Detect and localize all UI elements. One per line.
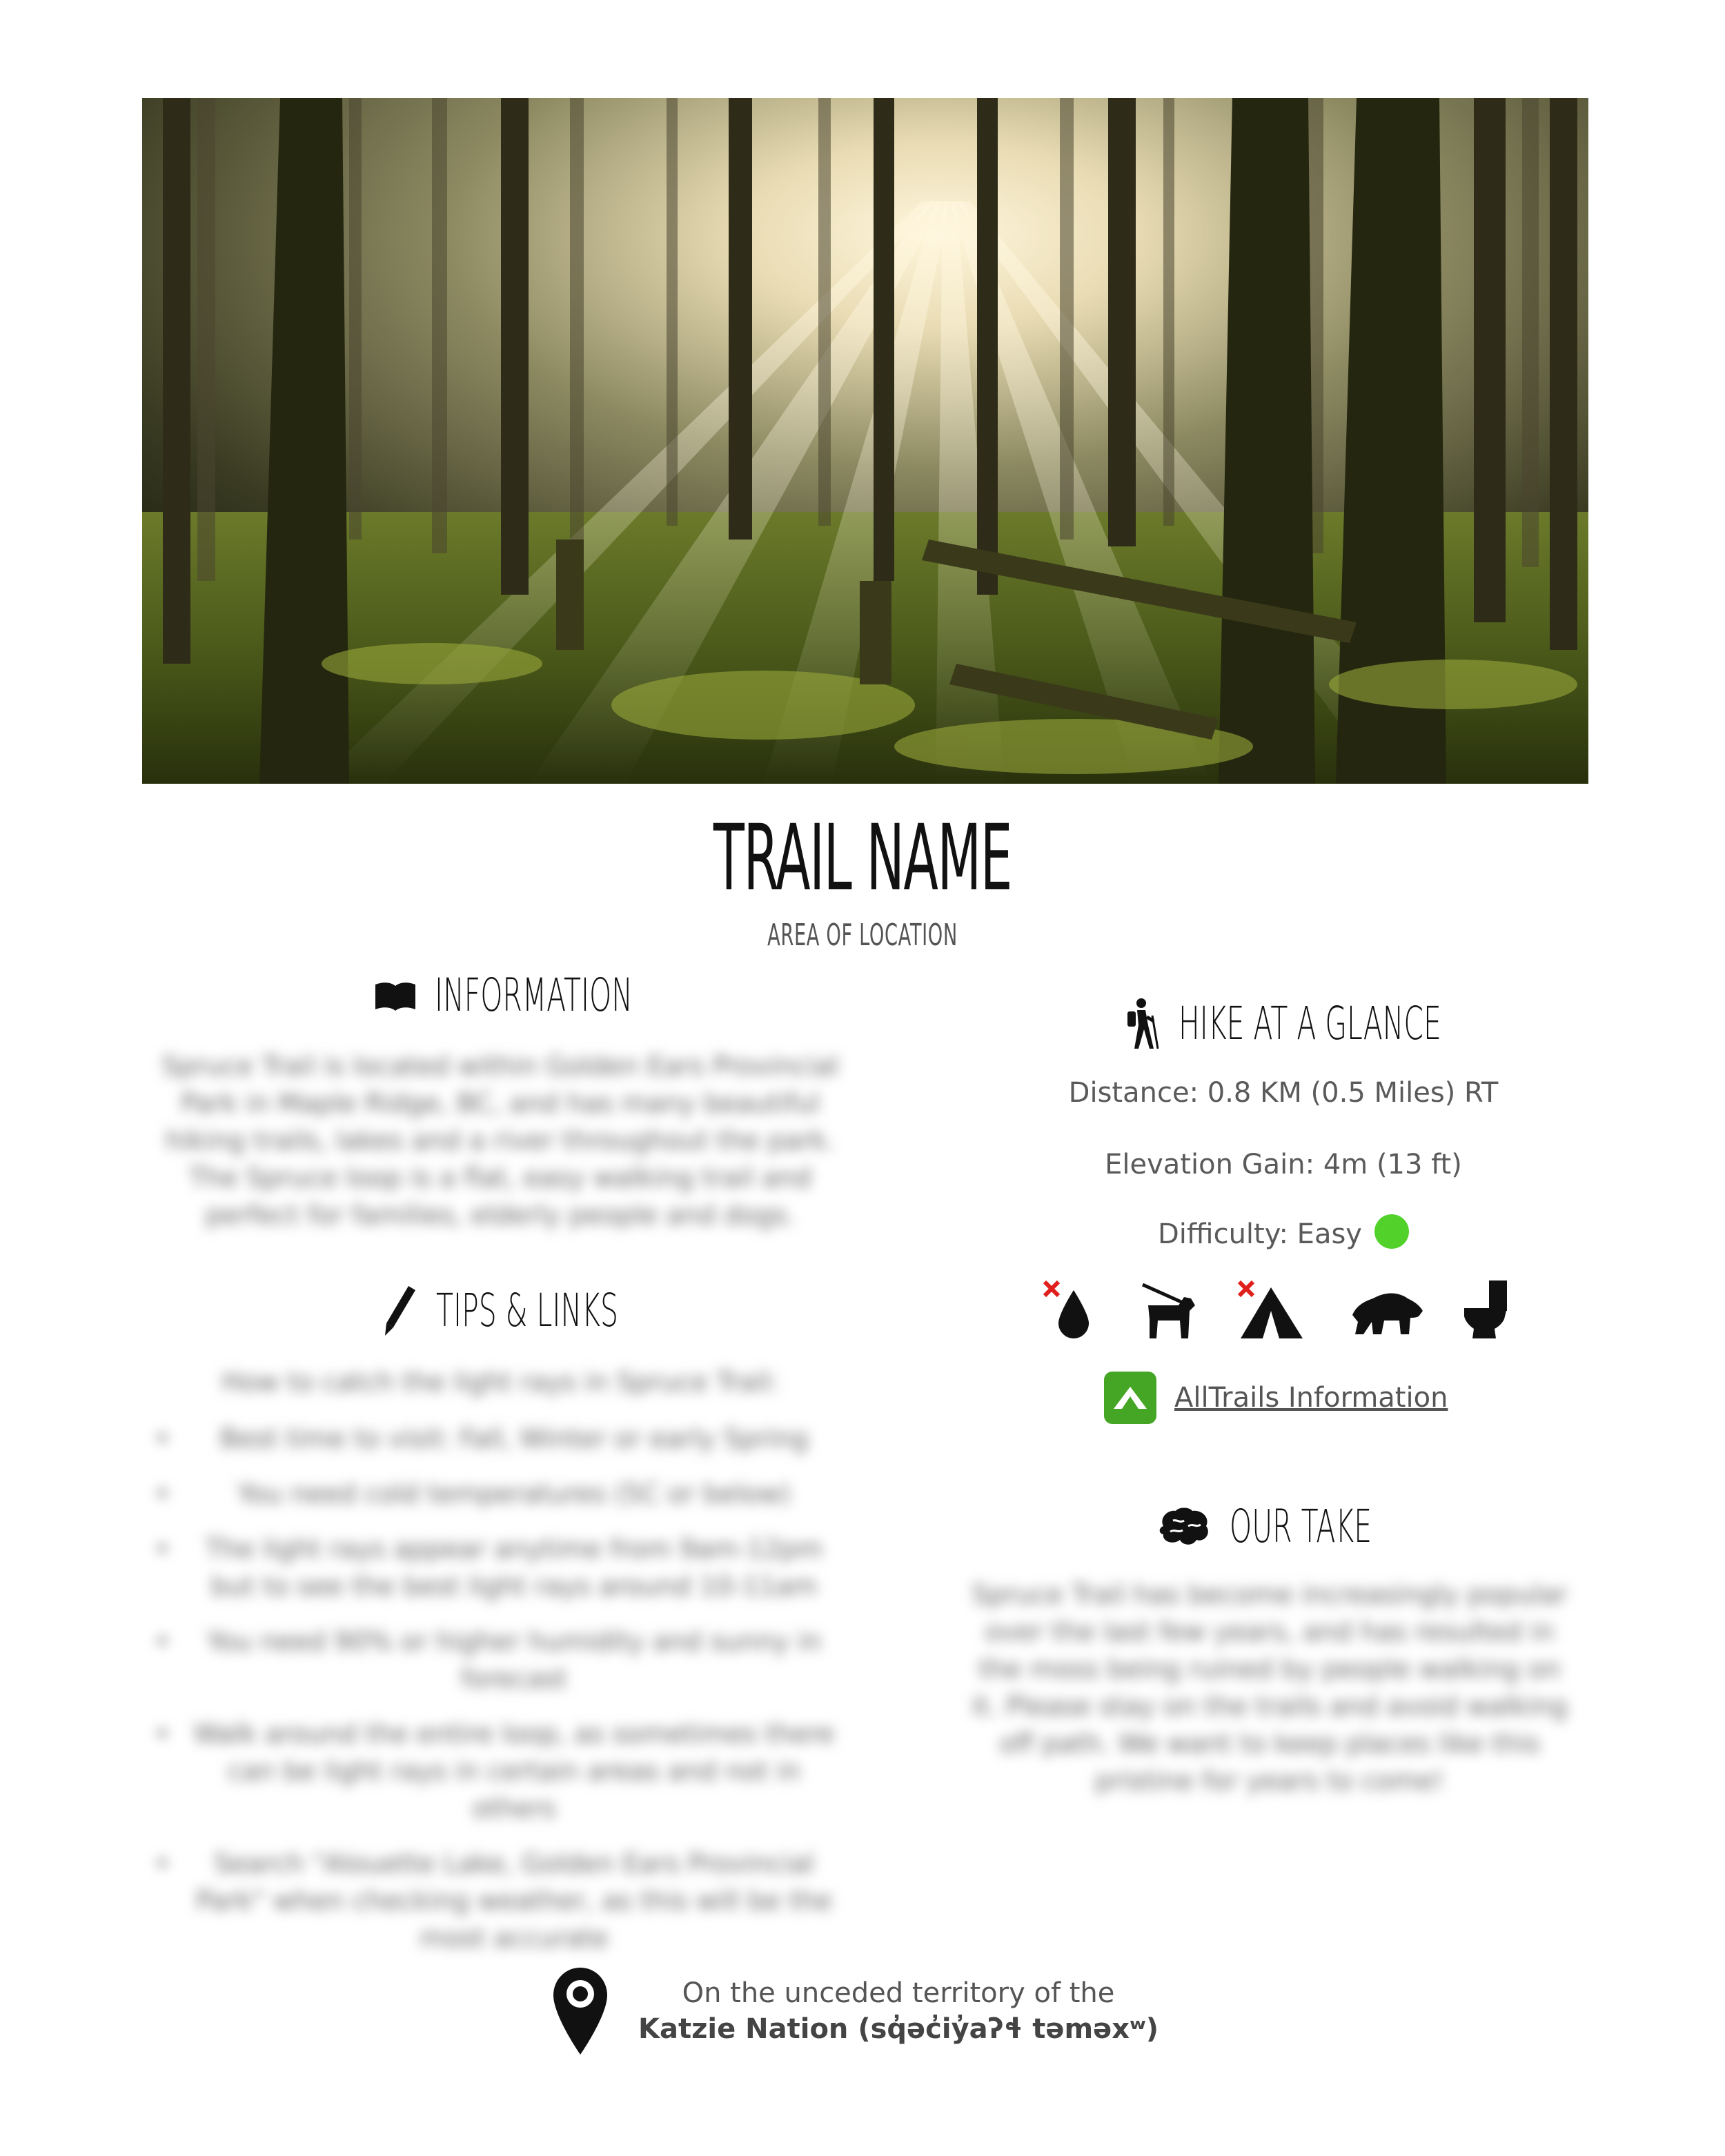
land-acknowledgement-text xyxy=(636,1975,1161,2047)
our-take-body: Spruce Trail has become increasingly popular over the last few years, and has resulted in the moss being ruined by people walking on it. Please stay on the trails and avoid walking off path. We want to keep places like this pristine for years to come! xyxy=(972,1579,1568,1796)
difficulty-row xyxy=(945,1218,1621,1253)
map-pin-icon xyxy=(552,1966,609,2056)
page-subtitle: AREA OF LOCATION xyxy=(767,918,958,953)
no-water-icon xyxy=(1042,1278,1097,1340)
tips-item: • The light rays appear anytime from 9am-12pm but to see the best light rays around 10-11am xyxy=(145,1530,856,1605)
dogs-on-leash-icon xyxy=(1138,1278,1201,1340)
alltrails-link[interactable]: AllTrails Information xyxy=(1174,1382,1448,1414)
land-acknowledgement xyxy=(552,1966,1161,2056)
land-acknowledgement-prefix: On the unceded territory of the xyxy=(682,1977,1115,2009)
amenity-icons xyxy=(1042,1278,1525,1354)
alltrails-logo-icon[interactable] xyxy=(1104,1372,1156,1424)
pencil-icon xyxy=(384,1285,418,1337)
tips-item: • Walk around the entire loop, as sometimes there can be light rays in certain areas and not in others xyxy=(145,1715,856,1827)
page-title: TRAIL NAME xyxy=(713,805,1012,911)
forest-sunrays-photo xyxy=(142,98,1588,784)
information-body: Spruce Trail is located within Golden Ears Provincial Park in Maple Ridge, BC, and has many beautiful hiking trails, lakes and a river throughout the park. The Spruce loop is a flat, easy walking trail and perfect for families, elderly people and dogs. xyxy=(161,1051,839,1230)
tips-item: • You need cold temperatures (5C or below) xyxy=(145,1475,856,1512)
hiker-icon xyxy=(1122,998,1161,1050)
hero-image xyxy=(142,98,1588,784)
glance-heading-label: HIKE AT A GLANCE xyxy=(1179,997,1441,1050)
tips-item: • You need 90% or higher humidity and sunny in forecast xyxy=(145,1623,856,1697)
information-heading-label: INFORMATION xyxy=(435,969,633,1022)
tips-item: • Search "Alouette Lake, Golden Ears Provincial Park" when checking weather, as this will be the most accurate xyxy=(145,1845,856,1957)
toilet-icon xyxy=(1461,1278,1510,1340)
difficulty-indicator xyxy=(1374,1214,1409,1249)
distance-text: Distance: 0.8 KM (0.5 Miles) RT xyxy=(1068,1077,1499,1109)
elevation-text: Elevation Gain: 4m (13 ft) xyxy=(1105,1149,1462,1180)
alltrails-link-row[interactable] xyxy=(1104,1372,1448,1424)
no-camping-icon xyxy=(1236,1278,1305,1340)
tips-intro: How to catch the light rays in Spruce Trail: xyxy=(221,1367,779,1397)
tips-heading-label: TIPS & LINKS xyxy=(436,1284,618,1337)
our-take-heading-label: OUR TAKE xyxy=(1230,1500,1372,1553)
tips-heading xyxy=(384,1285,730,1337)
difficulty-text: Difficulty: Easy xyxy=(1158,1218,1362,1250)
bear-icon xyxy=(1350,1287,1426,1336)
information-heading xyxy=(374,969,754,1022)
nation-name: Katzie Nation (sq̓əc̓iy̓aʔɬ təməxʷ) xyxy=(638,2013,1159,2045)
open-book-icon xyxy=(374,979,417,1012)
tips-list xyxy=(145,1420,856,1957)
tips-item: • Best time to visit: Fall, Winter or early Spring xyxy=(145,1420,856,1457)
glance-heading xyxy=(1122,998,1602,1050)
brain-icon xyxy=(1156,1505,1212,1548)
our-take-heading xyxy=(1156,1500,1459,1553)
